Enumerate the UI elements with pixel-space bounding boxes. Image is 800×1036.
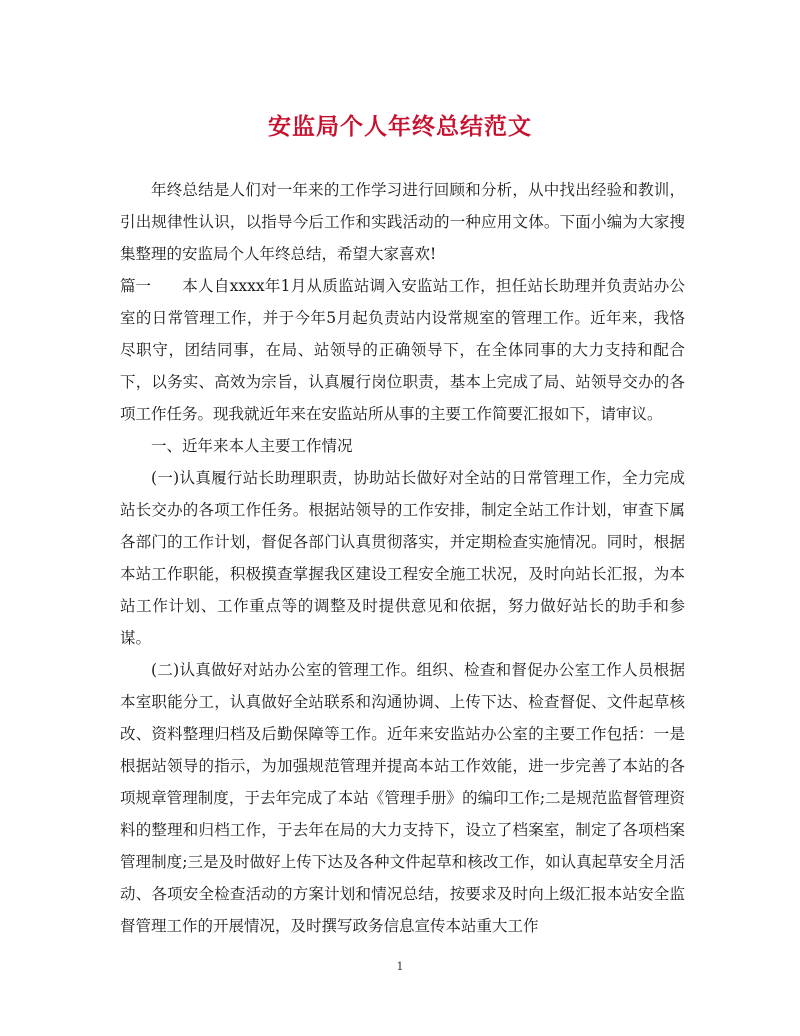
page-number: 1 (396, 960, 404, 973)
body-paragraph-2: (二)认真做好对站办公室的管理工作。组织、检查和督促办公室工作人员根据本室职能分工，认真做好全站联系和沟通协调、上传下达、检查督促、文件起草核改、资料整理归档及后勤保障等工作。近年来安监站办公室的主要工作包括：一是根据站领导的指示，为加强规范管理并提高本站工作效能，进一步完善了本站的各项规章管理制度，于去年完成了本站《管理手册》的编印工作;二是规范监督管理资料的整理和归档工作，于去年在局的大力支持下，设立了档案室，制定了各项档案管理制度;三是及时做好上传下达及各种文件起草和核改工作，如认真起草安全月活动、各项安全检查活动的方案计划和情况总结，按要求及时向上级汇报本站安全监督管理工作的开展情况，及时撰写政务信息宣传本站重大工作 (120, 661, 685, 935)
intro-paragraph: 年终总结是人们对一年来的工作学习进行回顾和分析，从中找出经验和教训，引出规律性认识，以指导今后工作和实践活动的一种应用文体。下面小编为大家搜集整理的安监局个人年终总结，希望大家喜欢! (120, 181, 685, 263)
section-body: 本人自xxxx年1月从质监站调入安监站工作，担任站长助理并负责站办公室的日常管理工作，并于今年5月起负责站内设常规室的管理工作。近年来，我恪尽职守，团结同事，在局、站领导的正确领导下，在全体同事的大力支持和配合下，以务实、高效为宗旨，认真履行岗位职责，基本上完成了局、站领导交办的各项工作任务。现我就近年来在安监站所从事的主要工作简要汇报如下，请审议。 (120, 277, 685, 423)
document-body (120, 174, 685, 942)
body-paragraph-1: (一)认真履行站长助理职责，协助站长做好对全站的日常管理工作，全力完成站长交办的各项工作任务。根据站领导的工作安排，制定全站工作计划，审查下属各部门的工作计划，督促各部门认真贯彻落实，并定期检查实施情况。同时，根据本站工作职能，积极摸查掌握我区建设工程安全施工状况，及时向站长汇报，为本站工作计划、工作重点等的调整及时提供意见和依据，努力做好站长的助手和参谋。 (120, 469, 685, 647)
section-label: 篇一 (120, 277, 152, 295)
document-title: 安监局个人年终总结范文 (268, 113, 532, 140)
section-heading: 一、近年来本人主要工作情况 (151, 437, 353, 455)
section-paragraph (120, 270, 685, 430)
